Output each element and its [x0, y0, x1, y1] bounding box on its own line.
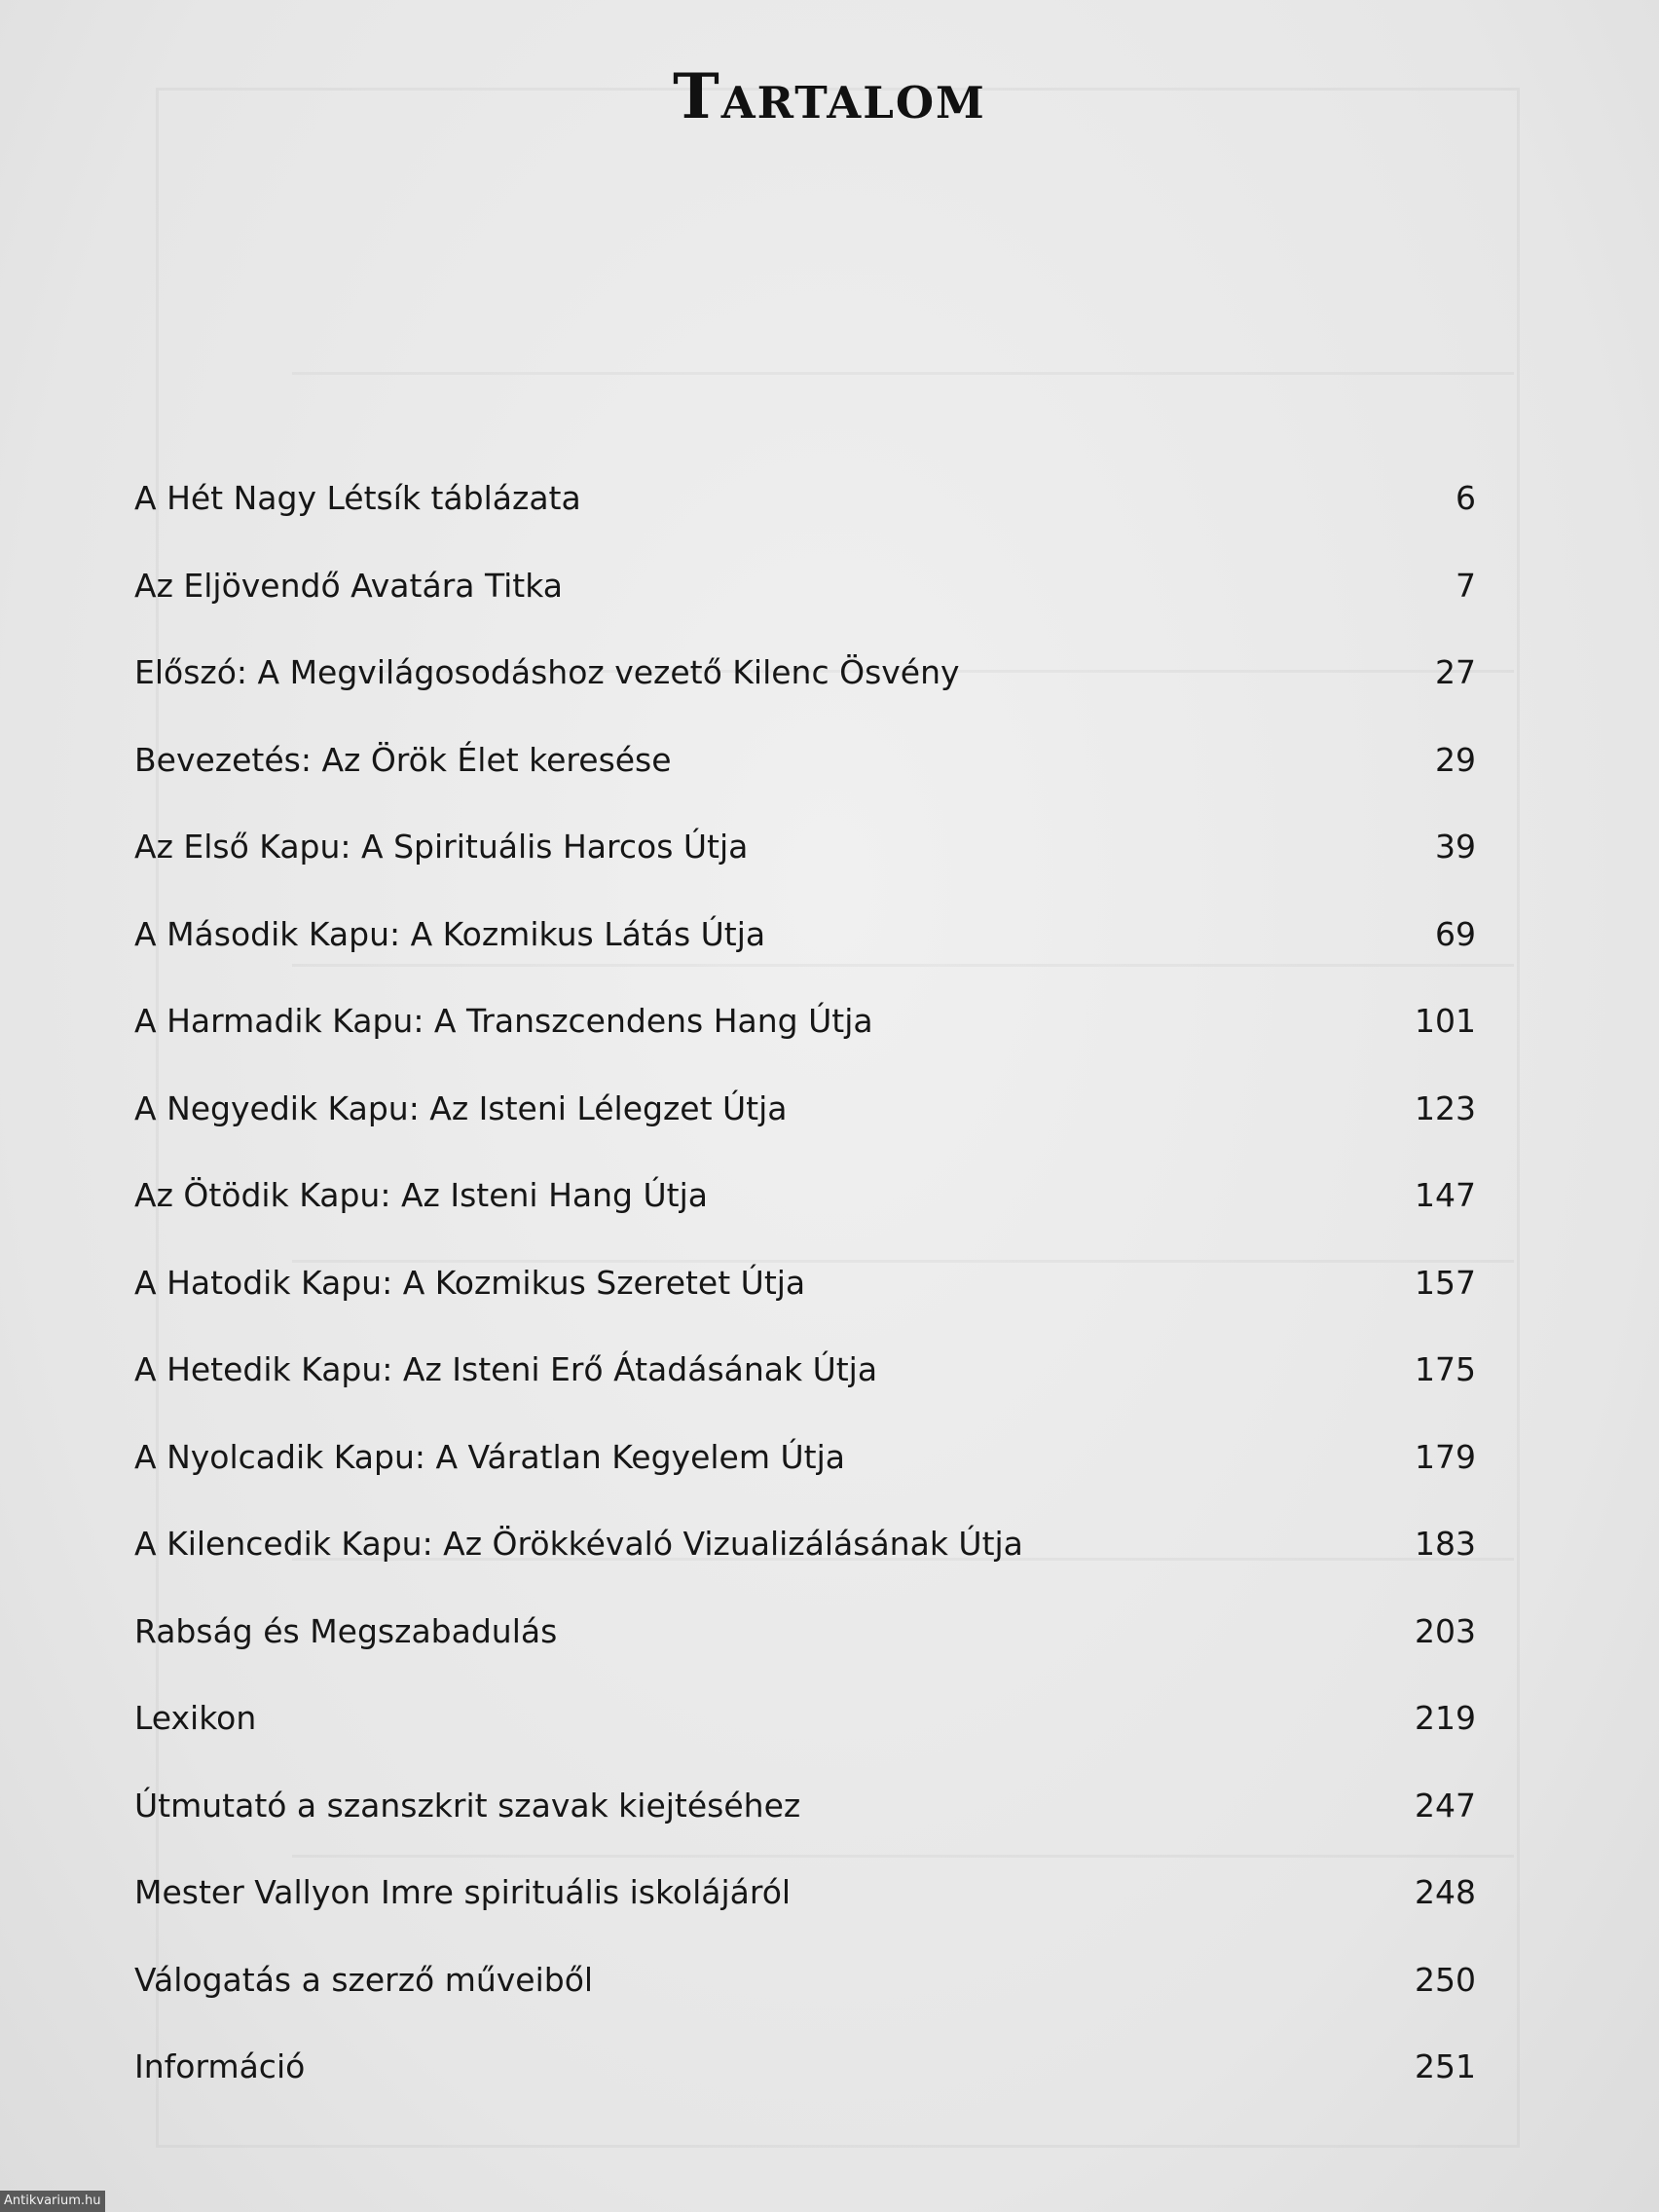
toc-entry-page-number: 7: [1456, 566, 1476, 605]
toc-entry: [134, 1515, 1476, 1603]
toc-entry-page-number: 179: [1415, 1437, 1476, 1476]
toc-entry: [134, 644, 1476, 731]
toc-entry: [134, 1603, 1476, 1690]
toc-entry-page-number: 219: [1415, 1699, 1476, 1737]
toc-entry-title: Bevezetés: Az Örök Élet keresése: [134, 740, 672, 779]
toc-entry-page-number: 175: [1415, 1350, 1476, 1388]
toc-entry-title: A Nyolcadik Kapu: A Váratlan Kegyelem Útja: [134, 1437, 845, 1476]
toc-entry-page-number: 203: [1415, 1611, 1476, 1650]
toc-entry-page-number: 123: [1415, 1088, 1476, 1127]
toc-entry-page-number: 27: [1435, 653, 1476, 691]
toc-entry-title: Az Ötödik Kapu: Az Isteni Hang Útja: [134, 1176, 708, 1214]
toc-entry: [134, 1341, 1476, 1428]
page-title: Tartalom: [673, 60, 986, 133]
toc-entry-title: Előszó: A Megvilágosodáshoz vezető Kilenc Ösvény: [134, 653, 960, 691]
toc-entry-page-number: 39: [1435, 828, 1476, 866]
toc-entry-page-number: 247: [1415, 1786, 1476, 1825]
toc-entry: [134, 469, 1476, 557]
toc-entry: [134, 557, 1476, 645]
toc-entry-page-number: 251: [1415, 2047, 1476, 2085]
table-of-contents: [134, 469, 1476, 2125]
toc-entry-page-number: 183: [1415, 1525, 1476, 1563]
toc-entry: [134, 1951, 1476, 2039]
toc-entry-title: Válogatás a szerző műveiből: [134, 1960, 594, 1999]
toc-entry: [134, 1166, 1476, 1254]
toc-entry-page-number: 69: [1435, 914, 1476, 953]
toc-entry: [134, 2038, 1476, 2125]
toc-entry: [134, 1080, 1476, 1167]
site-watermark: Antikvarium.hu: [0, 2191, 105, 2212]
toc-entry-page-number: 101: [1415, 1002, 1476, 1040]
toc-entry-title: A Kilencedik Kapu: Az Örökkévaló Vizualizálásának Útja: [134, 1525, 1023, 1563]
toc-entry-page-number: 6: [1456, 479, 1476, 517]
toc-entry-title: Az Eljövendő Avatára Titka: [134, 566, 563, 605]
toc-entry: [134, 818, 1476, 905]
toc-entry: [134, 1689, 1476, 1777]
toc-entry-page-number: 248: [1415, 1873, 1476, 1911]
toc-entry-page-number: 157: [1415, 1263, 1476, 1302]
toc-entry-title: A Hetedik Kapu: Az Isteni Erő Átadásának Útja: [134, 1350, 878, 1388]
toc-entry: [134, 992, 1476, 1080]
toc-entry-page-number: 29: [1435, 740, 1476, 779]
toc-entry-title: A Negyedik Kapu: Az Isteni Lélegzet Útja: [134, 1088, 788, 1127]
toc-entry-title: Információ: [134, 2047, 306, 2085]
toc-entry-title: A Harmadik Kapu: A Transzcendens Hang Útja: [134, 1002, 873, 1040]
toc-entry: [134, 905, 1476, 993]
toc-entry: [134, 1863, 1476, 1951]
toc-entry-title: Mester Vallyon Imre spirituális iskolájáról: [134, 1873, 792, 1911]
toc-entry-title: A Hatodik Kapu: A Kozmikus Szeretet Útja: [134, 1263, 806, 1302]
toc-entry: [134, 1428, 1476, 1516]
toc-entry-title: Útmutató a szanszkrit szavak kiejtéséhez: [134, 1786, 801, 1825]
toc-entry-title: Lexikon: [134, 1699, 257, 1737]
toc-entry: [134, 1254, 1476, 1342]
toc-entry: [134, 1777, 1476, 1864]
toc-entry-page-number: 250: [1415, 1960, 1476, 1999]
toc-entry-title: Az Első Kapu: A Spirituális Harcos Útja: [134, 828, 749, 866]
toc-entry-title: A Második Kapu: A Kozmikus Látás Útja: [134, 914, 766, 953]
toc-entry-page-number: 147: [1415, 1176, 1476, 1214]
toc-entry-title: A Hét Nagy Létsík táblázata: [134, 479, 581, 517]
toc-entry: [134, 731, 1476, 819]
toc-entry-title: Rabság és Megszabadulás: [134, 1611, 558, 1650]
show-through-rule: [292, 372, 1514, 375]
